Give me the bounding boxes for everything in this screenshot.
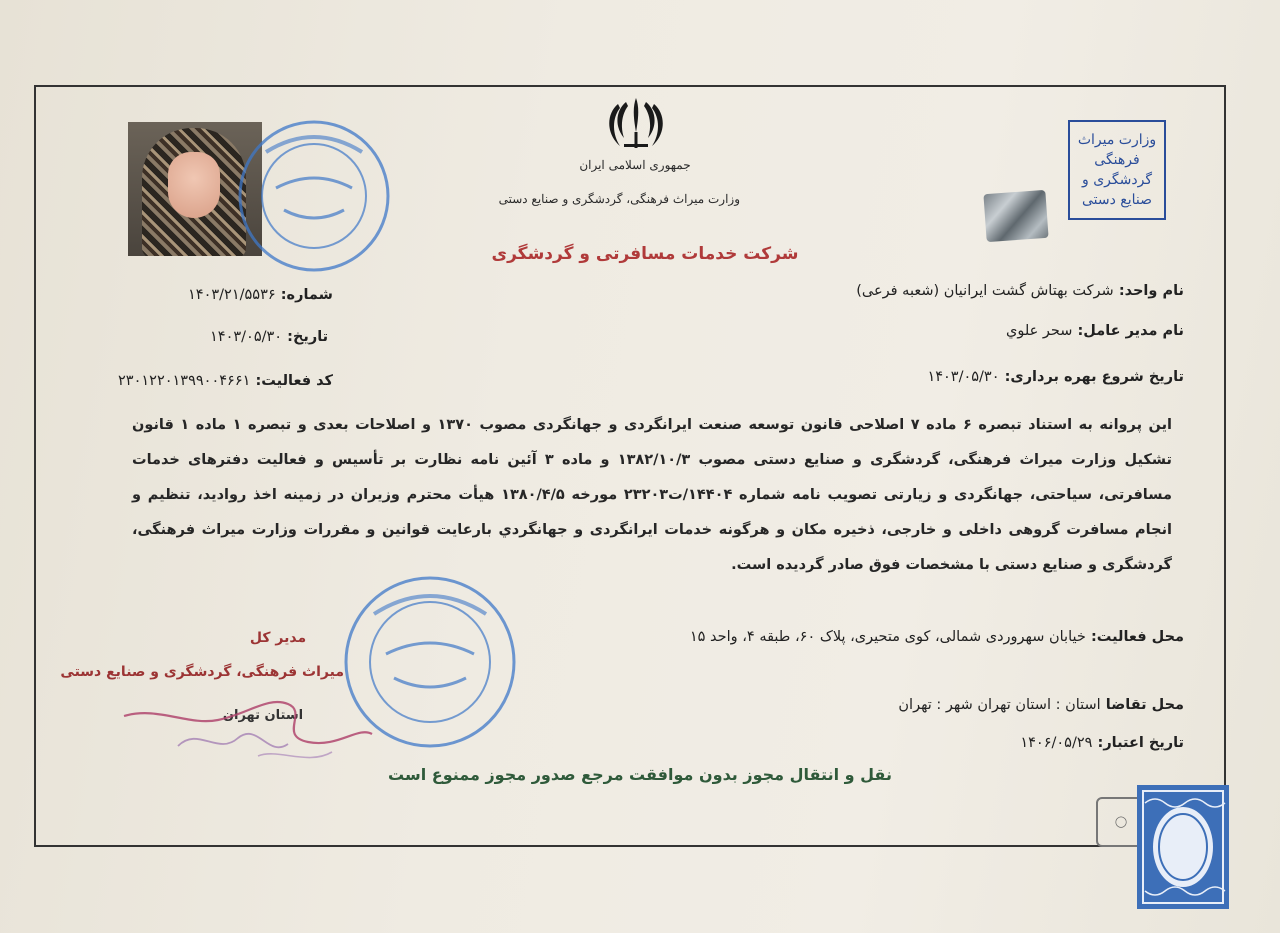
signatory-org: میراث فرهنگی، گردشگری و صنایع دستی bbox=[60, 664, 344, 680]
operation-start-date: تاریخ شروع بهره برداری: ۱۴۰۳/۰۵/۳۰ bbox=[927, 369, 1184, 385]
official-seal-top bbox=[236, 118, 392, 274]
letter-number: شماره: ۱۴۰۳/۲۱/۵۵۳۶ bbox=[188, 287, 333, 303]
ministry-logo: وزارت میراث فرهنگی گردشگری و صنایع دستی bbox=[1068, 120, 1166, 220]
signatory-title: مدیر کل bbox=[249, 630, 307, 646]
ministry-name: وزارت میراث فرهنگی، گردشگری و صنایع دستی bbox=[498, 192, 740, 206]
transfer-prohibition-note: نقل و انتقال مجوز بدون موافقت مرجع صدور مجوز ممنوع است bbox=[388, 765, 892, 784]
rectangular-stamp: ◯ bbox=[1096, 797, 1146, 847]
unit-name: نام واحد: شرکت بهتاش گشت ایرانیان (شعبه فرعی) bbox=[856, 283, 1184, 299]
iran-emblem-icon bbox=[600, 92, 672, 156]
hologram-sticker bbox=[983, 190, 1048, 242]
signatory-province: استان تهران bbox=[222, 708, 304, 723]
managing-director: نام مدیر عامل: سحر علوي bbox=[1005, 323, 1184, 339]
license-paragraph: این پروانه به استناد تبصره ۶ ماده ۷ اصلاحی قانون توسعه صنعت ایرانگردی و جهانگردی مصوب ۱۳۷۰ و اصلاحات بعدی و تبصره ۱ ماده ۱ قانون تشکیل وزارت میراث فرهنگی، گردشگری و صنایع دستی مصوب ۱۳۸۲/۱۰/۳ و ماده ۳ آئین نامه نظارت بر تأسیس و فعالیت دفترهای خدمات مسافرتی، سیاحتی، جهانگردی و زیارتی تصویب نامه شماره ۱۴۴۰۴/ت۲۳۲۰۳ مورخه ۱۳۸۰/۴/۵ هیأت محترم وزیران در زمینه اخذ روادید، تنظیم و انجام مسافرت گروهی داخلی و خارجی، ذخیره مکان و هرگونه خدمات ایرانگردی و جهانگردي بارعایت قوانین و مقررات وزارت میراث فرهنگی، گردشگری و صنایع دستی با مشخصات فوق صادر گردیده است. bbox=[132, 417, 1172, 573]
activity-location: محل فعالیت: خیابان سهروردی شمالی، کوی متحیری، پلاک ۶۰، طبقه ۴، واحد ۱۵ bbox=[689, 629, 1184, 645]
activity-code: کد فعالیت: ۲۳۰۱۲۲۰۱۳۹۹۰۰۴۶۶۱ bbox=[118, 373, 333, 389]
government-name: جمهوری اسلامی ایران bbox=[579, 158, 691, 172]
revenue-stamp bbox=[1135, 783, 1231, 911]
handwritten-signature bbox=[118, 686, 378, 776]
issue-date: تاریخ: ۱۴۰۳/۰۵/۳۰ bbox=[210, 329, 329, 345]
document-title: شرکت خدمات مسافرتی و گردشگری bbox=[491, 244, 799, 264]
request-location: محل تقاضا استان : استان تهران شهر : تهران bbox=[898, 697, 1184, 713]
validity-date: تاریخ اعتبار: ۱۴۰۶/۰۵/۲۹ bbox=[1020, 735, 1184, 751]
